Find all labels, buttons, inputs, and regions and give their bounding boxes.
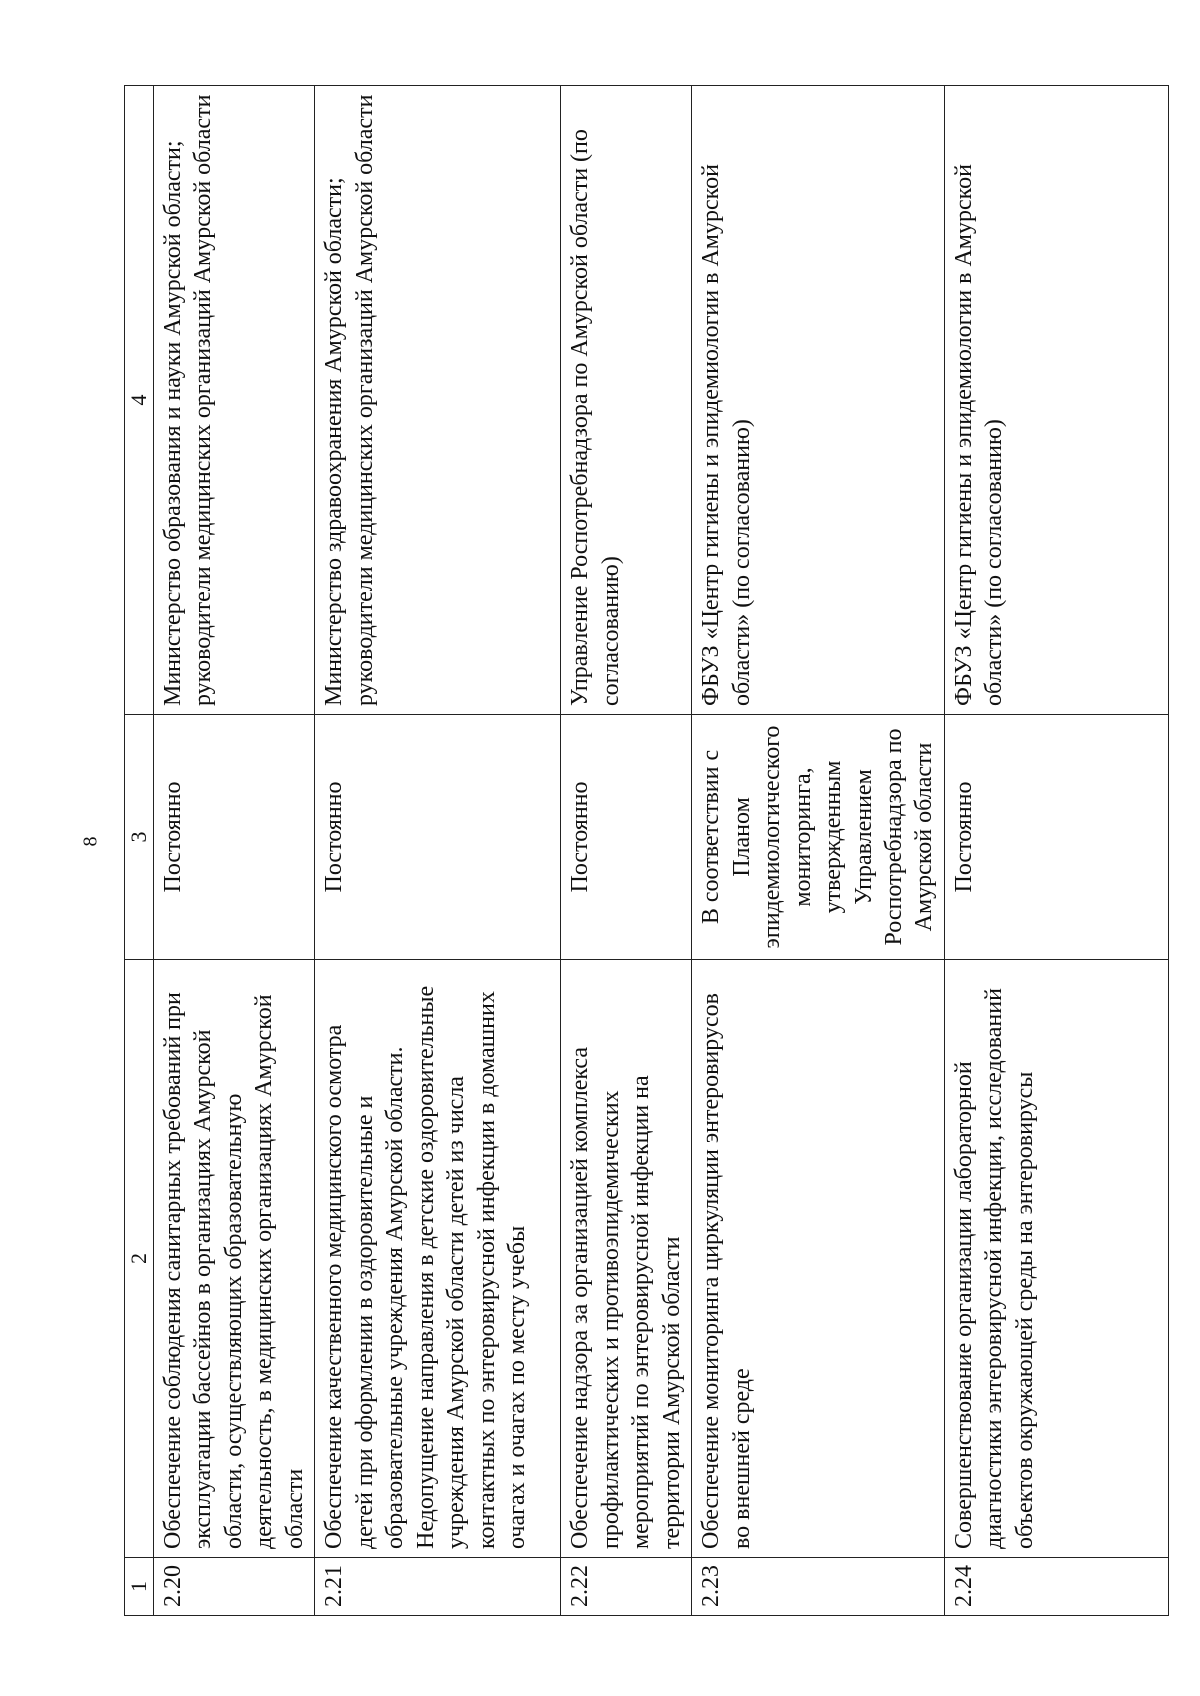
page-number: 8 bbox=[79, 836, 102, 847]
item-responsible: ФБУЗ «Центр гигиены и эпидемиологии в Амурской области» (по согласованию) bbox=[692, 86, 945, 715]
column-header: 1 bbox=[125, 1558, 154, 1616]
item-number: 2.21 bbox=[315, 1558, 561, 1616]
item-action: Совершенствование организации лабораторной диагностики энтеровирусной инфекции, исследований объектов окружающей среды на энтеровирусы bbox=[944, 960, 1168, 1558]
item-action: Обеспечение надзора за организацией комплекса профилактических и противоэпидемических мероприятий по энтеровирусной инфекции на территории Амурской области bbox=[561, 960, 692, 1558]
item-responsible: Управление Роспотребнадзора по Амурской области (по согласованию) bbox=[561, 86, 692, 715]
item-number: 2.23 bbox=[692, 1558, 945, 1616]
table-row bbox=[561, 86, 692, 1616]
header-row bbox=[125, 86, 154, 1616]
item-responsible: ФБУЗ «Центр гигиены и эпидемиологии в Амурской области» (по согласованию) bbox=[944, 86, 1168, 715]
table-row bbox=[944, 86, 1168, 1616]
item-responsible: Министерство образования и науки Амурской области; руководители медицинских организаций Амурской области bbox=[153, 86, 314, 715]
item-term: Постоянно bbox=[315, 715, 561, 960]
item-term: Постоянно bbox=[153, 715, 314, 960]
item-action: Обеспечение соблюдения санитарных требований при эксплуатации бассейнов в организациях Амурской области, осуществляющих образовательную деятельность, в медицинских организациях Амурской области bbox=[153, 960, 314, 1558]
column-header: 2 bbox=[125, 960, 154, 1558]
item-term: Постоянно bbox=[561, 715, 692, 960]
item-action: Обеспечение качественного медицинского осмотра детей при оформлении в оздоровительные и образовательные учреждения Амурской области. Недопущение направления в детские оздоровительные учреждения Амурской области детей из числа контактных по энтеровирусной инфекции в домашних очагах и очагах по месту учебы bbox=[315, 960, 561, 1558]
table-row bbox=[315, 86, 561, 1616]
item-number: 2.24 bbox=[944, 1558, 1168, 1616]
item-term: В соответствии с Планом эпидемиологического мониторинга, утвержденным Управлением Роспотребнадзора по Амурской области bbox=[692, 715, 945, 960]
item-number: 2.22 bbox=[561, 1558, 692, 1616]
measures-table bbox=[124, 85, 1169, 1616]
table-row bbox=[153, 86, 314, 1616]
table-row bbox=[692, 86, 945, 1616]
item-responsible: Министерство здравоохранения Амурской области; руководители медицинских организаций Амурской области bbox=[315, 86, 561, 715]
item-action: Обеспечение мониторинга циркуляции энтеровирусов во внешней среде bbox=[692, 960, 945, 1558]
table-container bbox=[124, 86, 1092, 1616]
column-header: 3 bbox=[125, 715, 154, 960]
item-term: Постоянно bbox=[944, 715, 1168, 960]
item-number: 2.20 bbox=[153, 1558, 314, 1616]
column-header: 4 bbox=[125, 86, 154, 715]
